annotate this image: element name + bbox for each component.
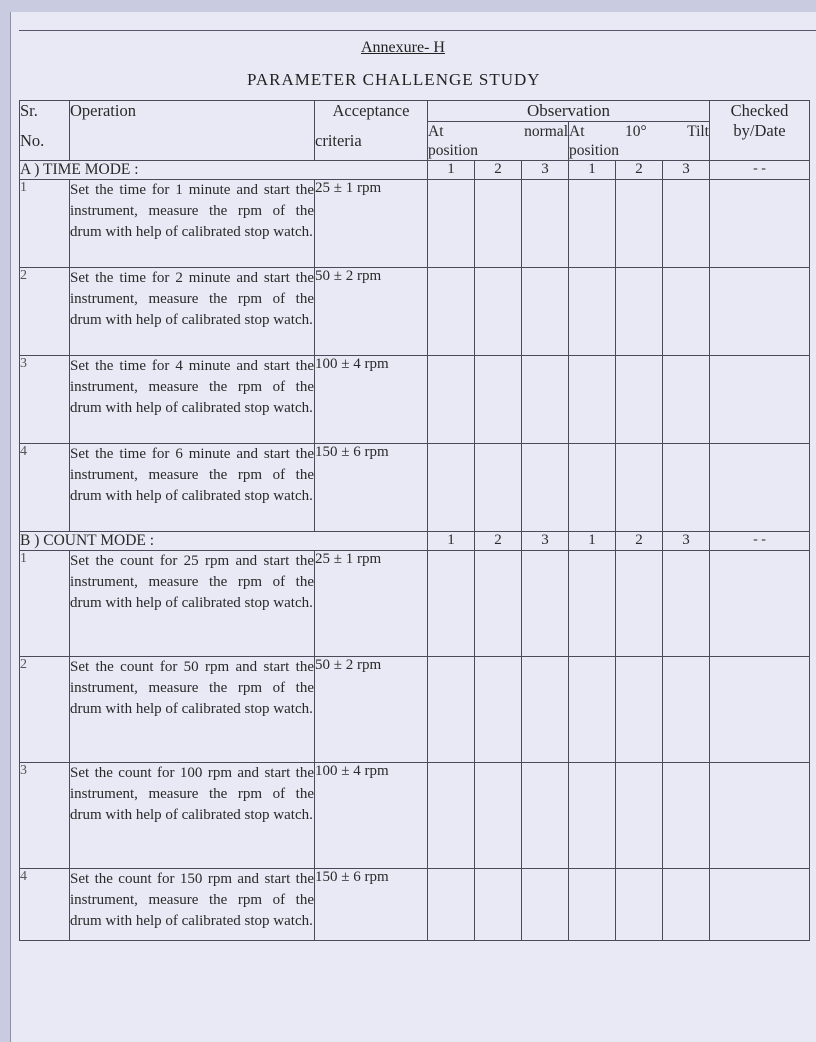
- observation-cell[interactable]: [522, 444, 569, 532]
- obs-number: 1: [569, 532, 616, 551]
- obs-number: 2: [475, 161, 522, 180]
- observation-cell[interactable]: [475, 180, 522, 268]
- acceptance-criteria: 100 ± 4 rpm: [315, 356, 428, 444]
- sr-header-line2: No.: [20, 131, 45, 150]
- table-row: [20, 356, 810, 444]
- acceptance-criteria: 50 ± 2 rpm: [315, 657, 428, 763]
- observation-cell[interactable]: [522, 657, 569, 763]
- observation-cell[interactable]: [569, 551, 616, 657]
- sr-no-header: [20, 101, 70, 161]
- table-row: [20, 180, 810, 268]
- acceptance-criteria: 50 ± 2 rpm: [315, 268, 428, 356]
- operation-text: Set the count for 100 rpm and start the instrument, measure the rpm of the drum with help of calibrated stop watch.: [70, 763, 315, 869]
- obs-number: 1: [428, 161, 475, 180]
- sr-number: 4: [20, 444, 70, 532]
- checked-cell[interactable]: [710, 180, 810, 268]
- observation-cell[interactable]: [428, 869, 475, 941]
- time-mode-label: A ) TIME MODE :: [20, 161, 428, 180]
- header-row: [20, 101, 810, 122]
- checked-header-line1: Checked: [730, 101, 789, 120]
- obs-number: 3: [663, 532, 710, 551]
- observation-cell[interactable]: [428, 268, 475, 356]
- acceptance-header: [315, 101, 428, 161]
- observation-cell[interactable]: [569, 356, 616, 444]
- obs-number: 3: [663, 161, 710, 180]
- time-mode-section-row: [20, 161, 810, 180]
- observation-cell[interactable]: [616, 869, 663, 941]
- observation-cell[interactable]: [475, 444, 522, 532]
- obs-number: 2: [616, 161, 663, 180]
- tilt-degree: 10°: [624, 123, 647, 140]
- observation-cell[interactable]: [428, 763, 475, 869]
- acceptance-criteria: 150 ± 6 rpm: [315, 444, 428, 532]
- normal-at: At: [428, 123, 444, 140]
- checked-cell[interactable]: [710, 356, 810, 444]
- observation-cell[interactable]: [569, 869, 616, 941]
- checked-placeholder: - -: [710, 532, 810, 551]
- observation-cell[interactable]: [616, 551, 663, 657]
- normal-position-word: position: [428, 142, 478, 159]
- observation-cell[interactable]: [475, 551, 522, 657]
- acceptance-criteria: 100 ± 4 rpm: [315, 763, 428, 869]
- table-row: [20, 763, 810, 869]
- checked-cell[interactable]: [710, 268, 810, 356]
- sr-number: 3: [20, 763, 70, 869]
- observation-cell[interactable]: [428, 657, 475, 763]
- table-row: [20, 444, 810, 532]
- sr-number: 3: [20, 356, 70, 444]
- normal-word: normal: [524, 123, 568, 140]
- checked-header-line2: by/Date: [733, 121, 786, 140]
- observation-cell[interactable]: [522, 180, 569, 268]
- observation-cell[interactable]: [428, 444, 475, 532]
- obs-number: 1: [569, 161, 616, 180]
- observation-cell[interactable]: [569, 763, 616, 869]
- observation-cell[interactable]: [663, 657, 710, 763]
- table-row: [20, 268, 810, 356]
- observation-cell[interactable]: [428, 551, 475, 657]
- checked-cell[interactable]: [710, 551, 810, 657]
- sr-number: 1: [20, 180, 70, 268]
- obs-number: 2: [616, 532, 663, 551]
- observation-cell[interactable]: [616, 657, 663, 763]
- observation-cell[interactable]: [428, 356, 475, 444]
- operation-text: Set the time for 6 minute and start the instrument, measure the rpm of the drum with help of calibrated stop watch.: [70, 444, 315, 532]
- tilt-at: At: [569, 123, 585, 140]
- observation-cell[interactable]: [569, 657, 616, 763]
- observation-cell[interactable]: [569, 444, 616, 532]
- obs-number: 3: [522, 161, 569, 180]
- observation-cell[interactable]: [616, 444, 663, 532]
- observation-cell[interactable]: [522, 763, 569, 869]
- sr-number: 2: [20, 657, 70, 763]
- document-title: PARAMETER CHALLENGE STUDY: [247, 70, 541, 89]
- checked-cell[interactable]: [710, 869, 810, 941]
- normal-position-header: [428, 122, 569, 161]
- acceptance-criteria: 25 ± 1 rpm: [315, 180, 428, 268]
- operation-text: Set the time for 4 minute and start the instrument, measure the rpm of the drum with help of calibrated stop watch.: [70, 356, 315, 444]
- observation-cell[interactable]: [475, 763, 522, 869]
- observation-cell[interactable]: [663, 551, 710, 657]
- observation-header: Observation: [428, 101, 710, 122]
- obs-number: 3: [522, 532, 569, 551]
- checked-cell[interactable]: [710, 444, 810, 532]
- observation-cell[interactable]: [522, 356, 569, 444]
- observation-cell[interactable]: [475, 869, 522, 941]
- operation-text: Set the count for 150 rpm and start the instrument, measure the rpm of the drum with help of calibrated stop watch.: [70, 869, 315, 941]
- observation-cell[interactable]: [663, 180, 710, 268]
- operation-text: Set the count for 50 rpm and start the instrument, measure the rpm of the drum with help of calibrated stop watch.: [70, 657, 315, 763]
- sr-number: 2: [20, 268, 70, 356]
- table-row: [20, 657, 810, 763]
- obs-number: 1: [428, 532, 475, 551]
- observation-cell[interactable]: [616, 268, 663, 356]
- parameter-table: [19, 100, 810, 941]
- acceptance-header-line1: Acceptance: [332, 101, 410, 120]
- count-mode-label: B ) COUNT MODE :: [20, 532, 428, 551]
- observation-cell[interactable]: [569, 180, 616, 268]
- observation-cell[interactable]: [663, 869, 710, 941]
- table-row: [20, 551, 810, 657]
- count-mode-section-row: [20, 532, 810, 551]
- operation-header-text: Operation: [70, 101, 136, 120]
- observation-cell[interactable]: [475, 268, 522, 356]
- annexure-label: Annexure- H: [361, 39, 445, 56]
- acceptance-criteria: 150 ± 6 rpm: [315, 869, 428, 941]
- header-rule: [19, 30, 816, 31]
- sr-header-line1: Sr.: [20, 101, 38, 120]
- observation-cell[interactable]: [475, 657, 522, 763]
- tilt-position-word: position: [569, 142, 619, 159]
- observation-cell[interactable]: [522, 869, 569, 941]
- observation-cell[interactable]: [522, 268, 569, 356]
- observation-cell[interactable]: [428, 180, 475, 268]
- observation-cell[interactable]: [616, 180, 663, 268]
- observation-cell[interactable]: [569, 268, 616, 356]
- checked-cell[interactable]: [710, 763, 810, 869]
- observation-cell[interactable]: [616, 763, 663, 869]
- document-page: [10, 12, 816, 1042]
- operation-text: Set the time for 2 minute and start the instrument, measure the rpm of the drum with help of calibrated stop watch.: [70, 268, 315, 356]
- observation-cell[interactable]: [663, 444, 710, 532]
- table-row: [20, 869, 810, 941]
- tilt-word: Tilt: [687, 123, 709, 140]
- observation-cell[interactable]: [663, 268, 710, 356]
- acceptance-criteria: 25 ± 1 rpm: [315, 551, 428, 657]
- tilt-position-header: [569, 122, 710, 161]
- observation-cell[interactable]: [616, 356, 663, 444]
- operation-text: Set the time for 1 minute and start the instrument, measure the rpm of the drum with help of calibrated stop watch.: [70, 180, 315, 268]
- observation-cell[interactable]: [663, 763, 710, 869]
- acceptance-header-line2: criteria: [315, 131, 362, 150]
- observation-cell[interactable]: [522, 551, 569, 657]
- checked-placeholder: - -: [710, 161, 810, 180]
- sr-number: 1: [20, 551, 70, 657]
- observation-cell[interactable]: [663, 356, 710, 444]
- sr-number: 4: [20, 869, 70, 941]
- checked-cell[interactable]: [710, 657, 810, 763]
- checked-header: [710, 101, 810, 161]
- operation-header: [70, 101, 315, 161]
- observation-cell[interactable]: [475, 356, 522, 444]
- obs-number: 2: [475, 532, 522, 551]
- operation-text: Set the count for 25 rpm and start the instrument, measure the rpm of the drum with help of calibrated stop watch.: [70, 551, 315, 657]
